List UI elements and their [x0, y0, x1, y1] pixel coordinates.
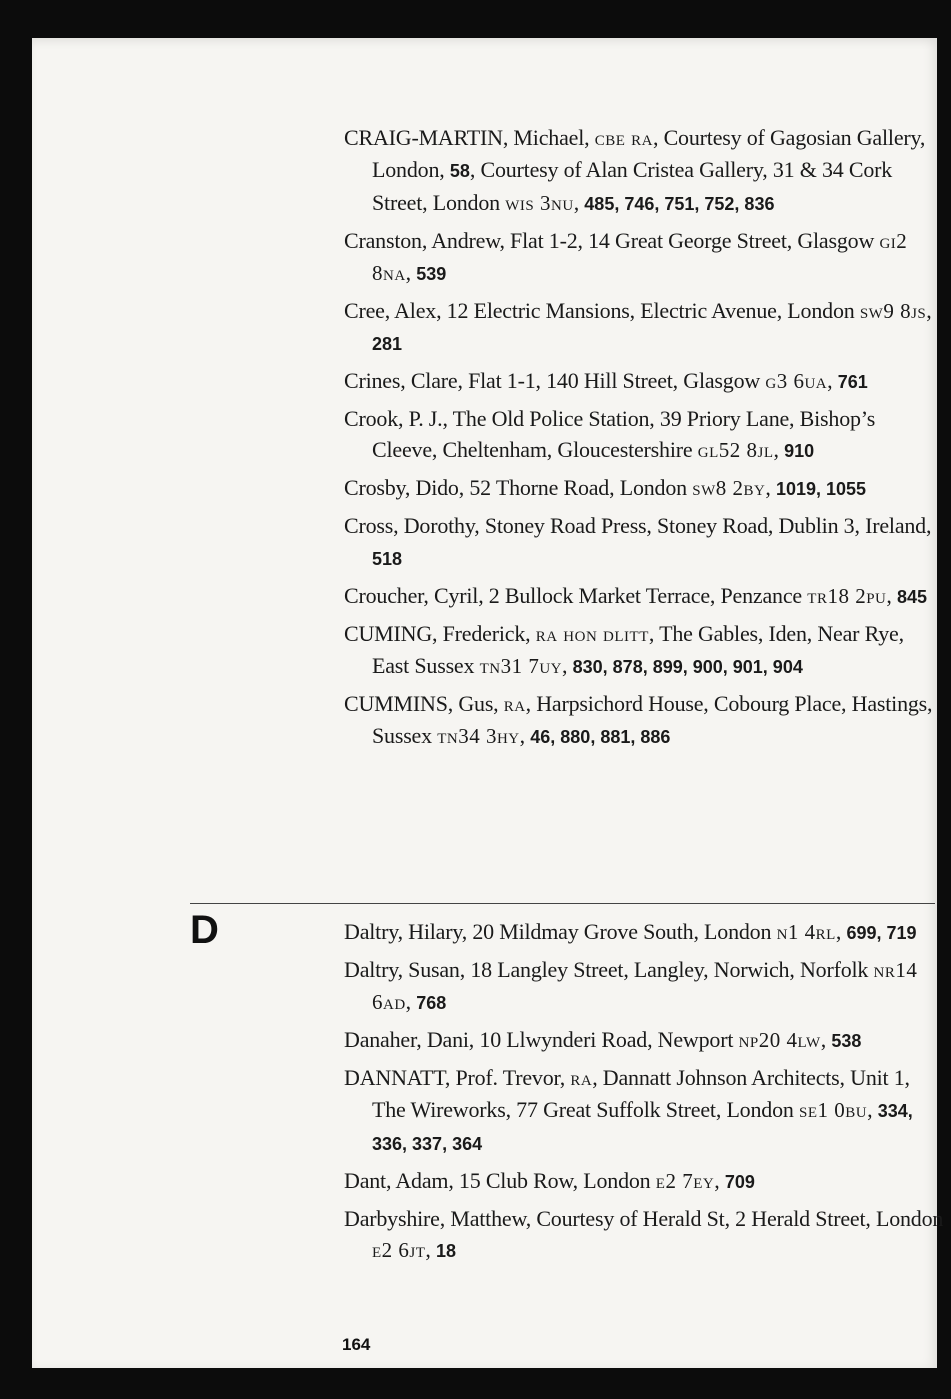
index-entry: Croucher, Cyril, 2 Bullock Market Terrace, Penzance tr18 2pu, 845 — [344, 583, 928, 608]
book-page — [32, 38, 944, 1368]
index-entry: Daltry, Susan, 18 Langley Street, Langley, Norwich, Norfolk nr14 6ad, 768 — [344, 957, 918, 1014]
index-entry: Cranston, Andrew, Flat 1-2, 14 Great George Street, Glasgow gi2 8na, 539 — [344, 228, 908, 285]
index-entry: CUMING, Frederick, ra hon dlitt, The Gables, Iden, Near Rye, East Sussex tn31 7uy, 830, 878, 899, 900, 901, 904 — [344, 621, 904, 678]
index-entry: DANNATT, Prof. Trevor, ra, Dannatt Johnson Architects, Unit 1, The Wireworks, 77 Great Suffolk Street, London se1 0bu, 334, 336, 337, 364 — [344, 1065, 913, 1154]
index-entry: Danaher, Dani, 10 Llwynderi Road, Newport np20 4lw, 538 — [344, 1027, 862, 1052]
index-entries-c — [344, 122, 944, 758]
index-entry: CRAIG-MARTIN, Michael, cbe ra, Courtesy of Gagosian Gallery, London, 58, Courtesy of Alan Cristea Gallery, 31 & 34 Cork Street, London wis 3nu, 485, 746, 751, 752, 836 — [344, 125, 926, 215]
index-entry: Crines, Clare, Flat 1-1, 140 Hill Street, Glasgow g3 6ua, 761 — [344, 368, 868, 393]
index-entry: Daltry, Hilary, 20 Mildmay Grove South, London n1 4rl, 699, 719 — [344, 919, 917, 944]
page-number: 164 — [342, 1335, 371, 1354]
index-entry: Cross, Dorothy, Stoney Road Press, Stoney Road, Dublin 3, Ireland, 518 — [344, 513, 932, 569]
index-entry: Crook, P. J., The Old Police Station, 39 Priory Lane, Bishop’s Cleeve, Cheltenham, Gloucestershire gl52 8jl, 910 — [344, 406, 876, 462]
index-entry: Cree, Alex, 12 Electric Mansions, Electric Avenue, London sw9 8js, 281 — [344, 298, 932, 354]
index-entry: Darbyshire, Matthew, Courtesy of Herald St, 2 Herald Street, London e2 6jt, 18 — [344, 1206, 944, 1262]
index-entries-d — [344, 916, 944, 1272]
section-divider — [190, 903, 935, 904]
index-entry: CUMMINS, Gus, ra, Harpsichord House, Cobourg Place, Hastings, Sussex tn34 3hy, 46, 880, 881, 886 — [344, 691, 933, 748]
section-letter-heading: D — [190, 908, 219, 952]
index-entry: Crosby, Dido, 52 Thorne Road, London sw8 2by, 1019, 1055 — [344, 475, 867, 500]
index-entry: Dant, Adam, 15 Club Row, London e2 7ey, 709 — [344, 1168, 755, 1193]
